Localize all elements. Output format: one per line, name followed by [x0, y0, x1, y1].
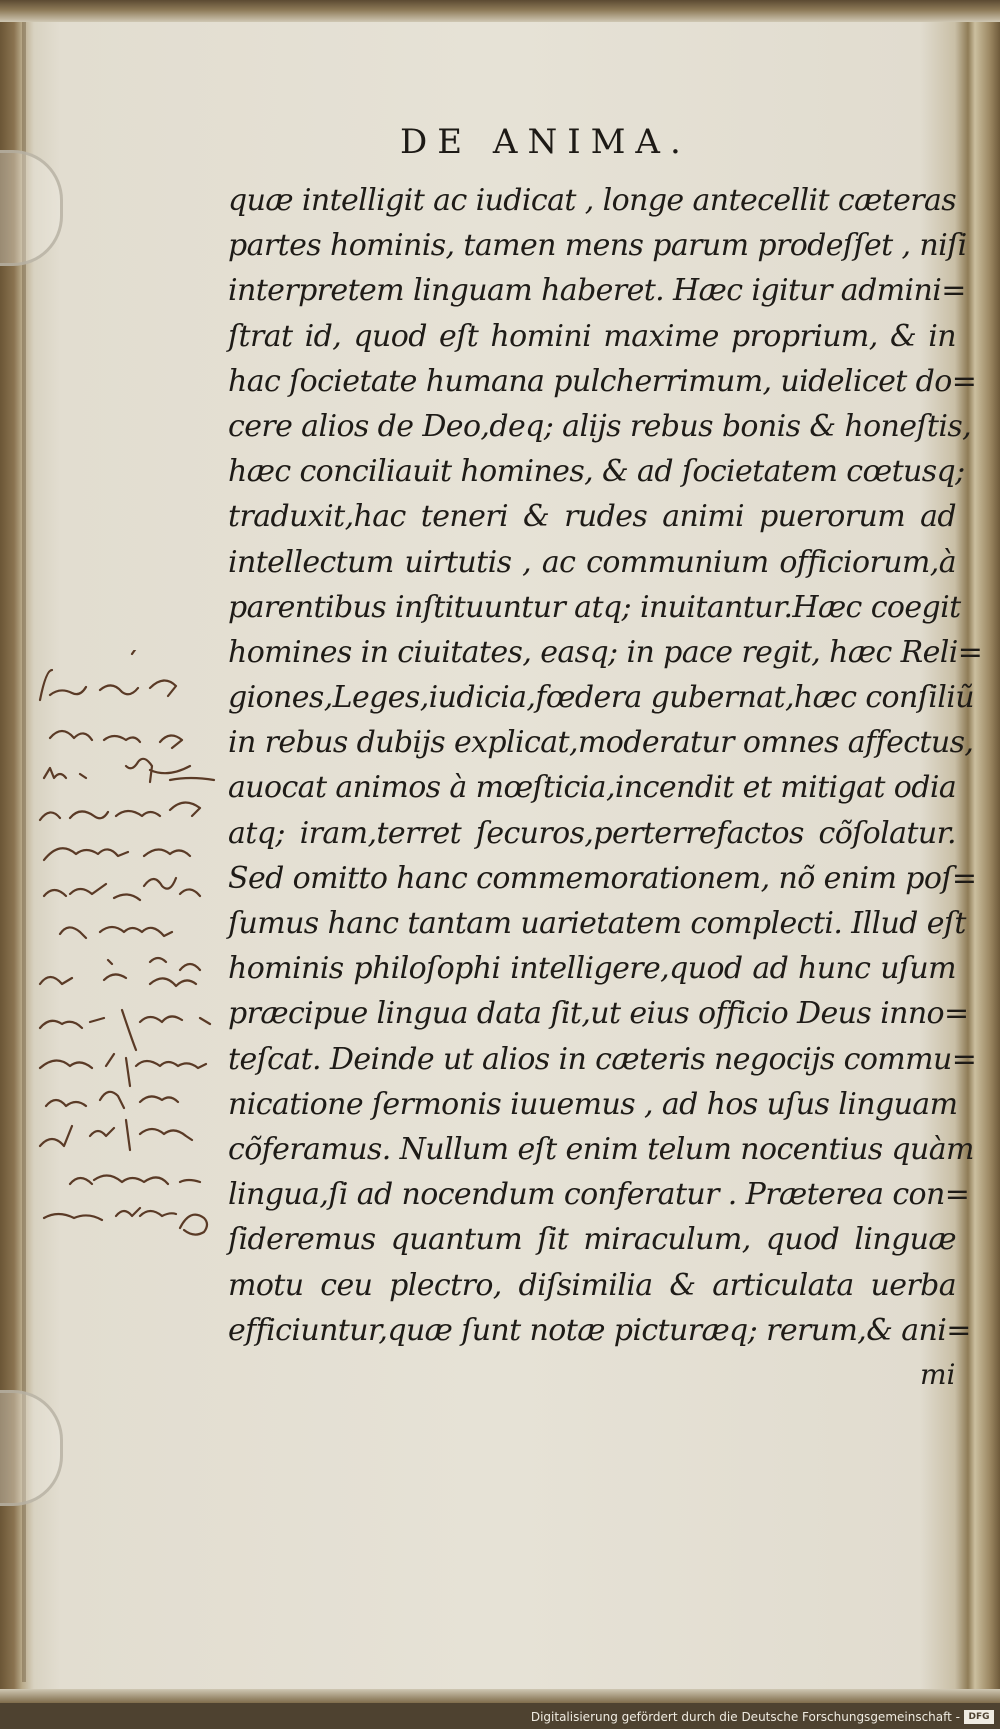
text-line: intellectum uirtutis , ac communium officiorum,à [228, 544, 956, 580]
text-line: hac ſocietate humana pulcherrimum, uidelicet do= [228, 363, 977, 399]
text-line: ſideremus quantum ſit miraculum, quod linguæ [228, 1222, 956, 1258]
text-line: nicatione ſermonis iuuemus , ad hos uſus linguam [228, 1086, 958, 1122]
text-line: quæ intelligit ac iudicat , longe antecellit cæteras [228, 183, 957, 218]
text-line: motu ceu plectro, diſsimilia & articulata uerba [228, 1267, 956, 1303]
text-line: ſumus hanc tantam uarietatem complecti. Illud eſt [228, 906, 966, 941]
catchword: mi [920, 1358, 956, 1391]
text-line: homines in ciuitates, easq; in pace regit, hæc Reli= [228, 634, 983, 670]
text-line: cere alios de Deo,deq; alijs rebus bonis & honeſtis, [228, 408, 972, 444]
text-line: teſcat. Deinde ut alios in cæteris negocijs commu= [228, 1041, 977, 1077]
running-head: DE ANIMA. [400, 122, 691, 162]
text-line: hominis philoſophi intelligere,quod ad hunc uſum [228, 951, 956, 987]
digitization-credit: Digitalisierung gefördert durch die Deutsche Forschungsgemeinschaft - [530, 1710, 960, 1724]
dfg-logo: DFG [964, 1710, 994, 1724]
body-text [228, 178, 983, 1353]
text-line: atq; iram,terret ſecuros,perterrefactos cõſolatur. [228, 815, 956, 851]
text-line: giones,Leges,iudicia,fœdera gubernat,hæc conſiliũ [228, 680, 974, 716]
text-line: præcipue lingua data ſit,ut eius officio Deus inno= [228, 996, 969, 1032]
text-line: auocat animos à mœſticia,incendit et mitigat odia [228, 770, 957, 806]
footer-bar [0, 1703, 1000, 1729]
handwritten-marginalia [30, 650, 240, 1250]
text-line: in rebus dubijs explicat,moderatur omnes affectus, [228, 725, 974, 761]
page-clip-bottom [0, 1390, 63, 1506]
page-bottom-edge [0, 1689, 1000, 1703]
text-line: interpretem linguam haberet. Hæc igitur admini= [228, 273, 966, 309]
page-clip-top [0, 150, 63, 266]
page-top-edge [0, 0, 1000, 22]
text-line: cõferamus. Nullum eſt enim telum nocentius quàm [228, 1131, 974, 1167]
text-line: ſtrat id, quod eſt homini maxime proprium, & in [228, 318, 956, 354]
text-line: traduxit,hac teneri & rudes animi puerorum ad [228, 499, 956, 535]
text-line: lingua,ſi ad nocendum conferatur . Præterea con= [228, 1177, 970, 1213]
text-line: Sed omitto hanc commemorationem, nõ enim poſ= [228, 860, 977, 896]
text-line: hæc conciliauit homines, & ad ſocietatem cœtusq; [228, 454, 965, 490]
text-line: partes hominis, tamen mens parum prodeſſet , niſi [228, 228, 967, 264]
text-line: efficiuntur,quæ ſunt notæ picturæq; rerum,& ani= [228, 1312, 971, 1348]
text-line: parentibus inſtituuntur atq; inuitantur.Hæc coegit [228, 589, 961, 625]
